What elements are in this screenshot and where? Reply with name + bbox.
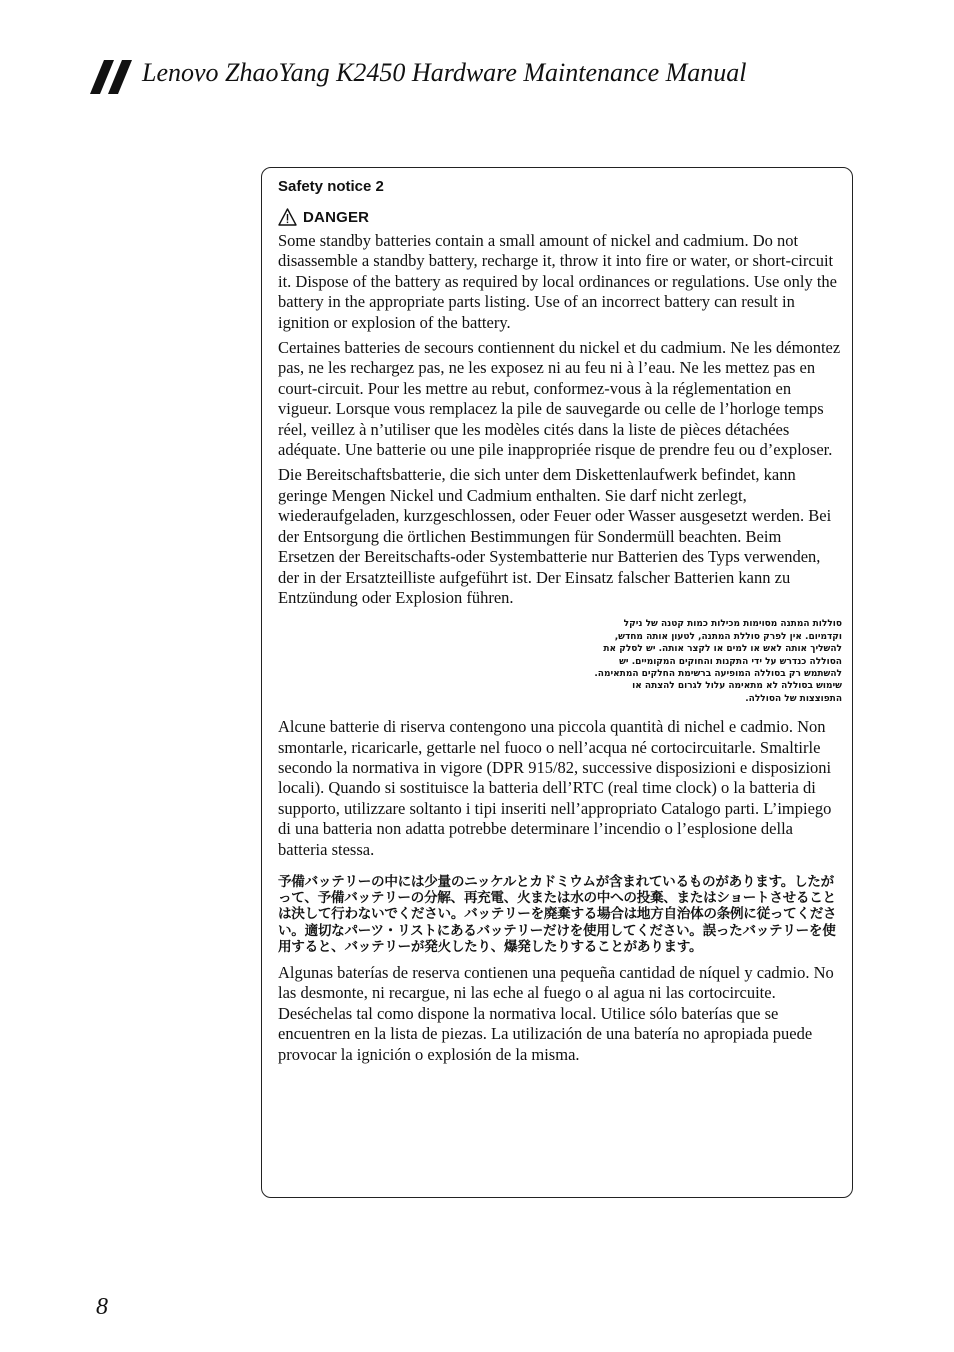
danger-label: DANGER [303,208,370,226]
notice-text-french: Certaines batteries de secours contiennent du nickel et du cadmium. Ne les démontez pas, ne les rechargez pas, ne les exposez ni au feu ni à l’eau. Ne les mettez pas en court-circuit. Pour les mettre au rebut, conformez-vous à la réglementation en vigueur. Lorsque vous remplacez la pile de sauvegarde ou celle de l’horloge temps réel, veillez à n’utiliser que les modèles cités dans la liste de pièces détachées adéquate. Une batterie ou une pile inappropriée risque de prendre feu ou d’exploser. [278,338,841,460]
safety-notice-title: Safety notice 2 [278,178,384,195]
notice-text-hebrew: סוללות המתנה מסוימות מכילות כמות קטנה של ניקל וקדמיום. אין לפרק סוללת המתנה, לטעון אותה מחדש, להשליך אותה לאש או למים או לקצר אותה. יש לסלק את הסוללה כנדרש על ידי התקנות והחוקים המקומיים. יש להשתמש רק בסוללה המופיעה ברשימת החלקים המתאימה. שימוש בסוללה לא מתאימה עלול לגרום להצתה או התפוצצות של הסוללה. [594,619,842,704]
page-number: 8 [96,1294,108,1320]
safety-notice-box [261,167,853,1198]
notice-text-italian: Alcune batterie di riserva contengono una piccola quantità di nichel e cadmio. Non smontarle, ricaricarle, gettarle nel fuoco o nell’acqua né cortocircuitarle. Smaltirle secondo la normativa in vigore (DPR 915/82, successive disposizioni e disposizioni locali). Quando si sostituisce la batteria dell’RTC (real time clock) o la batteria di supporto, utilizzare soltanto i tipi inseriti nell’appropriato Catalogo parti. L’impiego di una batteria non adatta potrebbe determinare l’incendio o l’esplosione della batteria stessa. [278,717,832,859]
double-slash-mark-icon [90,60,134,94]
safety-notice-content [278,178,842,1065]
notice-text-german: Die Bereitschaftsbatterie, die sich unter dem Diskettenlaufwerk befindet, kann geringe Mengen Nickel und Cadmium enthalten. Sie darf nicht zerlegt, wiederaufgeladen, kurzgeschlossen, oder Feuer oder Wasser ausgesetzt werden. Bei der Entsorgung die örtlichen Bestimmungen für Sondermüll beachten. Beim Ersetzen der Bereitschafts-oder Systembatterie nur Batterien des Typs verwenden, der in der Ersatzteilliste aufgeführt ist. Der Einsatz falscher Batterien kann zu Entzündung oder Explosion führen. [278,465,832,607]
danger-heading [278,207,842,227]
manual-title: Lenovo ZhaoYang K2450 Hardware Maintenance Manual [142,58,747,87]
warning-triangle-icon [278,208,297,226]
notice-text-japanese: 予備バッテリーの中には少量のニッケルとカドミウムが含まれているものがあります。したがって、予備バッテリーの分解、再充電、火または水の中への投棄、またはショートさせることは決して行わないでください。バッテリーを廃棄する場合は地方自治体の条例に従ってください。適切なパーツ・リストにあるバッテリーだけを使用してください。誤ったバッテリーを使用すると、バッテリーが発火したり、爆発したりすることがあります。 [278,874,837,955]
notice-text-spanish: Algunas baterías de reserva contienen una pequeña cantidad de níquel y cadmio. No las desmonte, ni recargue, ni las eche al fuego o al agua ni las cortocircuite. Deséchelas tal como dispone la normativa local. Utilice sólo baterías que se encuentren en la lista de piezas. La utilización de una batería no apropiada puede provocar la ignición o explosión de la misma. [278,963,834,1064]
notice-text-english: Some standby batteries contain a small amount of nickel and cadmium. Do not disassemble a standby battery, recharge it, throw it into fire or water, or short-circuit it. Dispose of the battery as required by local ordinances or regulations. Use only the battery in the appropriate parts listing. Use of an incorrect battery can result in ignition or explosion of the battery. [278,231,838,332]
